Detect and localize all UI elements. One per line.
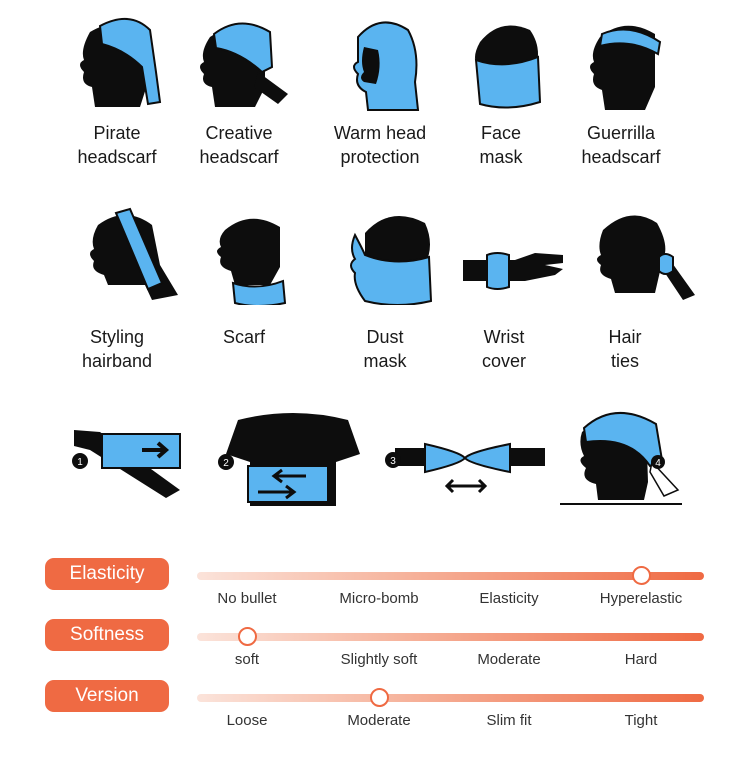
- step-number: 2: [223, 458, 229, 469]
- rating-knob-version: [370, 688, 389, 707]
- step-number: 1: [77, 457, 83, 468]
- rating-level: Slim fit: [486, 712, 532, 729]
- rating-track-version: [197, 694, 704, 702]
- face-mask-icon: [440, 12, 560, 112]
- rating-level: Hard: [624, 651, 658, 668]
- usage-caption-hairband: Styling hairband: [81, 327, 153, 371]
- rating-knob-elasticity: [632, 566, 651, 585]
- rating-track-softness: [197, 633, 704, 641]
- scarf-icon: [185, 205, 305, 305]
- rating-label-softness: Softness: [45, 619, 169, 651]
- rating-level: Slightly soft: [340, 651, 418, 668]
- rating-level: Micro-bomb: [339, 590, 419, 607]
- usage-caption-pirate: Pirate headscarf: [77, 123, 157, 167]
- rating-row-softness: [0, 619, 750, 679]
- usage-cell-wrist-cover: [430, 205, 580, 305]
- usage-caption-warm-head: Warm head protection: [333, 123, 427, 167]
- rating-level: Tight: [624, 712, 658, 729]
- usage-caption-guerrilla: Guerrilla headscarf: [581, 123, 661, 167]
- rating-label-elasticity: Elasticity: [45, 558, 169, 590]
- wrist-cover-icon: [445, 205, 565, 305]
- usage-caption-dust-mask: Dust mask: [363, 327, 407, 371]
- usage-caption-hair-ties: Hair ties: [608, 327, 642, 371]
- rating-knob-softness: [238, 627, 257, 646]
- step-1: [70, 420, 190, 505]
- rating-level: No bullet: [217, 590, 277, 607]
- rating-row-elasticity: [0, 558, 750, 618]
- styling-hairband-icon: [60, 205, 180, 305]
- dust-mask-icon: [325, 205, 445, 305]
- hair-ties-icon: [575, 205, 695, 305]
- rating-track-elasticity: [197, 572, 704, 580]
- usage-cell-hair-ties: [560, 205, 710, 305]
- rating-row-version: [0, 680, 750, 740]
- twist-step-icon: [385, 430, 550, 500]
- usage-cell-guerrilla: [545, 12, 695, 112]
- tie-head-step-icon: [560, 402, 690, 507]
- creative-headscarf-icon: [170, 12, 290, 112]
- step-3: [385, 430, 550, 505]
- rating-level: Elasticity: [479, 590, 539, 607]
- pirate-headscarf-icon: [50, 12, 170, 112]
- guerrilla-headscarf-icon: [560, 12, 680, 112]
- step-2: [218, 410, 368, 515]
- step-number: 4: [655, 458, 661, 469]
- fold-in-half-step-icon: [218, 410, 368, 510]
- usage-cell-creative: [155, 12, 305, 112]
- rating-level: Loose: [226, 712, 268, 729]
- step-4: [560, 402, 690, 512]
- rating-label-version: Version: [45, 680, 169, 712]
- rating-level: Hyperelastic: [599, 590, 683, 607]
- usage-cell-scarf: [170, 205, 320, 305]
- rating-level: Moderate: [477, 651, 541, 668]
- usage-caption-scarf: Scarf: [222, 327, 265, 347]
- usage-caption-face-mask: Face mask: [479, 123, 523, 167]
- usage-caption-wrist-cover: Wrist cover: [481, 327, 526, 371]
- fold-step-icon: [70, 420, 190, 500]
- rating-level: soft: [234, 651, 260, 668]
- rating-level: Moderate: [347, 712, 411, 729]
- warm-head-protection-icon: [320, 12, 440, 112]
- usage-caption-creative: Creative headscarf: [199, 123, 279, 167]
- step-number: 3: [390, 456, 396, 467]
